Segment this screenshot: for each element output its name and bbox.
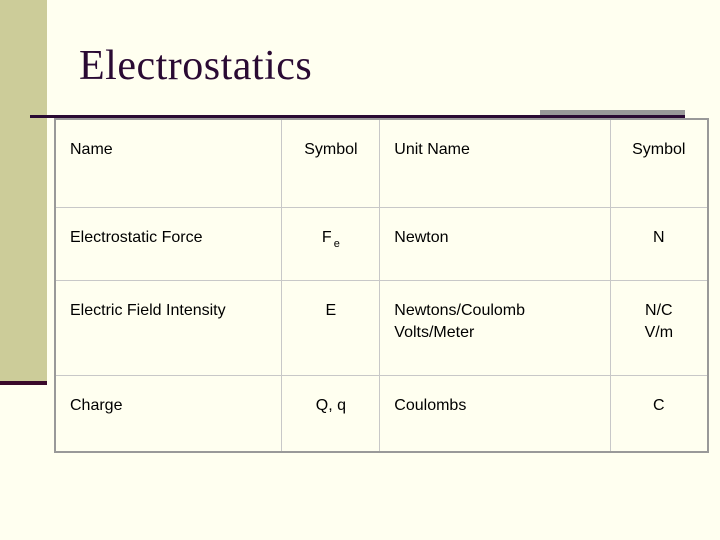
- symbol-main: E: [325, 301, 337, 319]
- unit-name-line: Newton: [394, 228, 449, 246]
- header-name: Name: [55, 119, 282, 207]
- cell-unit-name: [380, 207, 610, 280]
- cell-unit-name: [380, 280, 610, 375]
- table-row: [55, 207, 708, 280]
- header-unit-name: Unit Name: [380, 119, 610, 207]
- cell-name: Electric Field Intensity: [55, 280, 282, 375]
- cell-unit-symbol: [610, 207, 708, 280]
- symbol-main: F: [321, 228, 332, 246]
- symbol-subscript: e: [333, 237, 340, 250]
- cell-unit-symbol: [610, 375, 708, 452]
- header-unit-symbol: Symbol: [610, 119, 708, 207]
- table-row: [55, 280, 708, 375]
- cell-unit-symbol: [610, 280, 708, 375]
- cell-name: Charge: [55, 375, 282, 452]
- header-symbol: Symbol: [282, 119, 380, 207]
- table-header-row: [55, 119, 708, 207]
- unit-name-line: Volts/Meter: [394, 323, 475, 341]
- unit-symbol-line: C: [653, 396, 665, 414]
- left-accent-bar: [0, 0, 47, 383]
- electrostatics-table: [54, 118, 709, 453]
- left-accent-underline: [0, 381, 47, 385]
- unit-symbol-line: N: [653, 228, 665, 246]
- cell-symbol: [282, 280, 380, 375]
- unit-name-line: Newtons/Coulomb: [394, 301, 526, 319]
- cell-unit-name: [380, 375, 610, 452]
- slide-title: Electrostatics: [79, 43, 313, 89]
- symbol-main: Q, q: [315, 396, 346, 414]
- cell-name: Electrostatic Force: [55, 207, 282, 280]
- cell-symbol: [282, 207, 380, 280]
- unit-symbol-line: V/m: [644, 323, 674, 341]
- unit-name-line: Coulombs: [394, 396, 467, 414]
- cell-symbol: [282, 375, 380, 452]
- unit-symbol-line: N/C: [645, 301, 673, 319]
- table-row: [55, 375, 708, 452]
